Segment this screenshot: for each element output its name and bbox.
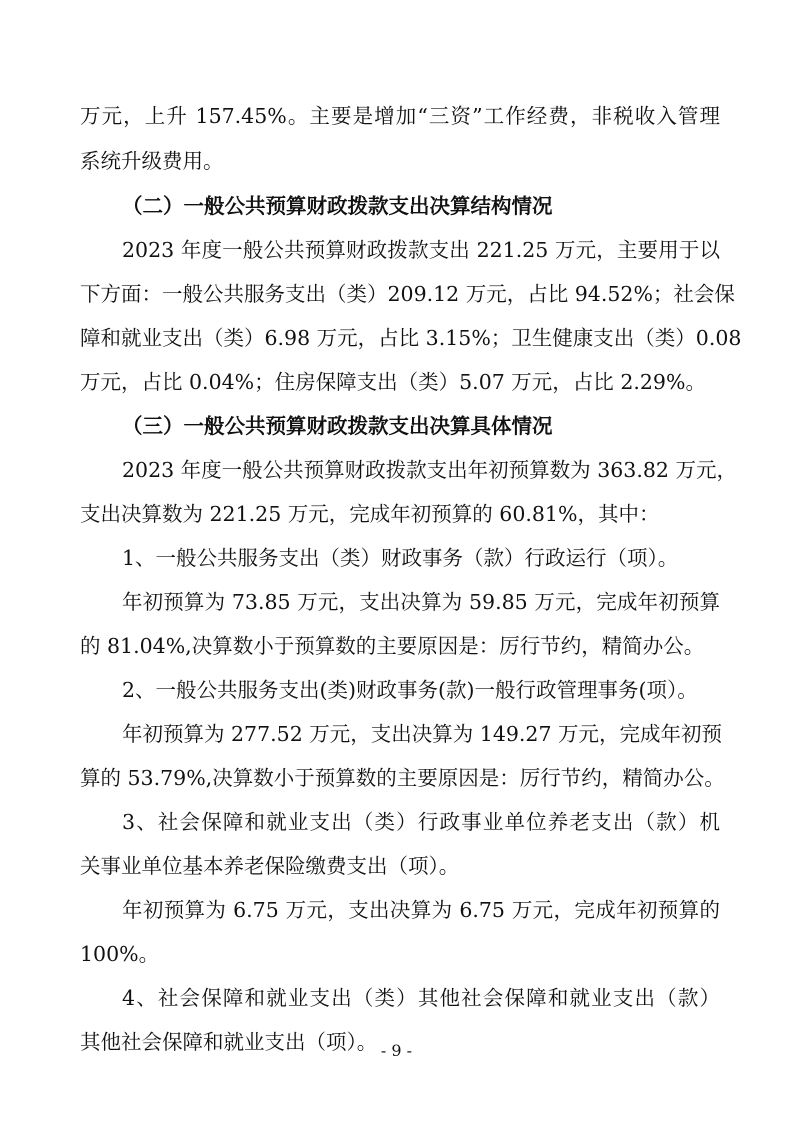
- paragraph-line: 下方面：一般公共服务支出（类）209.12 万元，占比 94.52%；社会保: [80, 282, 735, 306]
- section-heading: （三）一般公共预算财政拨款支出决算具体情况: [122, 414, 553, 438]
- paragraph-line: 的 81.04%,决算数小于预算数的主要原因是：厉行节约，精简办公。: [80, 634, 705, 658]
- paragraph-line: 其他社会保障和就业支出（项）。: [80, 1030, 378, 1054]
- section-heading: （二）一般公共预算财政拨款支出决算结构情况: [122, 194, 553, 218]
- paragraph-line: 2023 年度一般公共预算财政拨款支出 221.25 万元，主要用于以: [122, 238, 720, 262]
- paragraph-line: 2、一般公共服务支出(类)财政事务(款)一般行政管理事务(项）。: [122, 678, 698, 702]
- page-number: - 9 -: [380, 1041, 413, 1060]
- paragraph-line: 万元，上升 157.45%。主要是增加“三资”工作经费，非税收入管理: [80, 104, 720, 128]
- paragraph-line: 2023 年度一般公共预算财政拨款支出年初预算数为 363.82 万元，: [122, 458, 737, 482]
- paragraph-line: 100%。: [80, 942, 160, 966]
- paragraph-line: 3、社会保障和就业支出（类）行政事业单位养老支出（款）机: [122, 810, 720, 834]
- paragraph-line: 年初预算为 277.52 万元，支出决算为 149.27 万元，完成年初预: [122, 722, 723, 746]
- paragraph-line: 4、社会保障和就业支出（类）其他社会保障和就业支出（款）: [122, 986, 720, 1010]
- paragraph-line: 年初预算为 73.85 万元，支出决算为 59.85 万元，完成年初预算: [122, 590, 720, 614]
- paragraph-line: 万元，占比 0.04%；住房保障支出（类）5.07 万元，占比 2.29%。: [80, 370, 706, 394]
- paragraph-line: 支出决算数为 221.25 万元，完成年初预算的 60.81%，其中：: [80, 502, 660, 526]
- paragraph-line: 系统升级费用。: [80, 149, 224, 173]
- paragraph-line: 障和就业支出（类）6.98 万元，占比 3.15%；卫生健康支出（类）0.08: [80, 326, 742, 350]
- paragraph-line: 年初预算为 6.75 万元，支出决算为 6.75 万元，完成年初预算的: [122, 898, 720, 922]
- paragraph-line: 1、一般公共服务支出（类）财政事务（款）行政运行（项）。: [122, 546, 679, 570]
- paragraph-line: 关事业单位基本养老保险缴费支出（项）。: [80, 854, 460, 878]
- paragraph-line: 算的 53.79%,决算数小于预算数的主要原因是：厉行节约，精简办公。: [80, 766, 725, 790]
